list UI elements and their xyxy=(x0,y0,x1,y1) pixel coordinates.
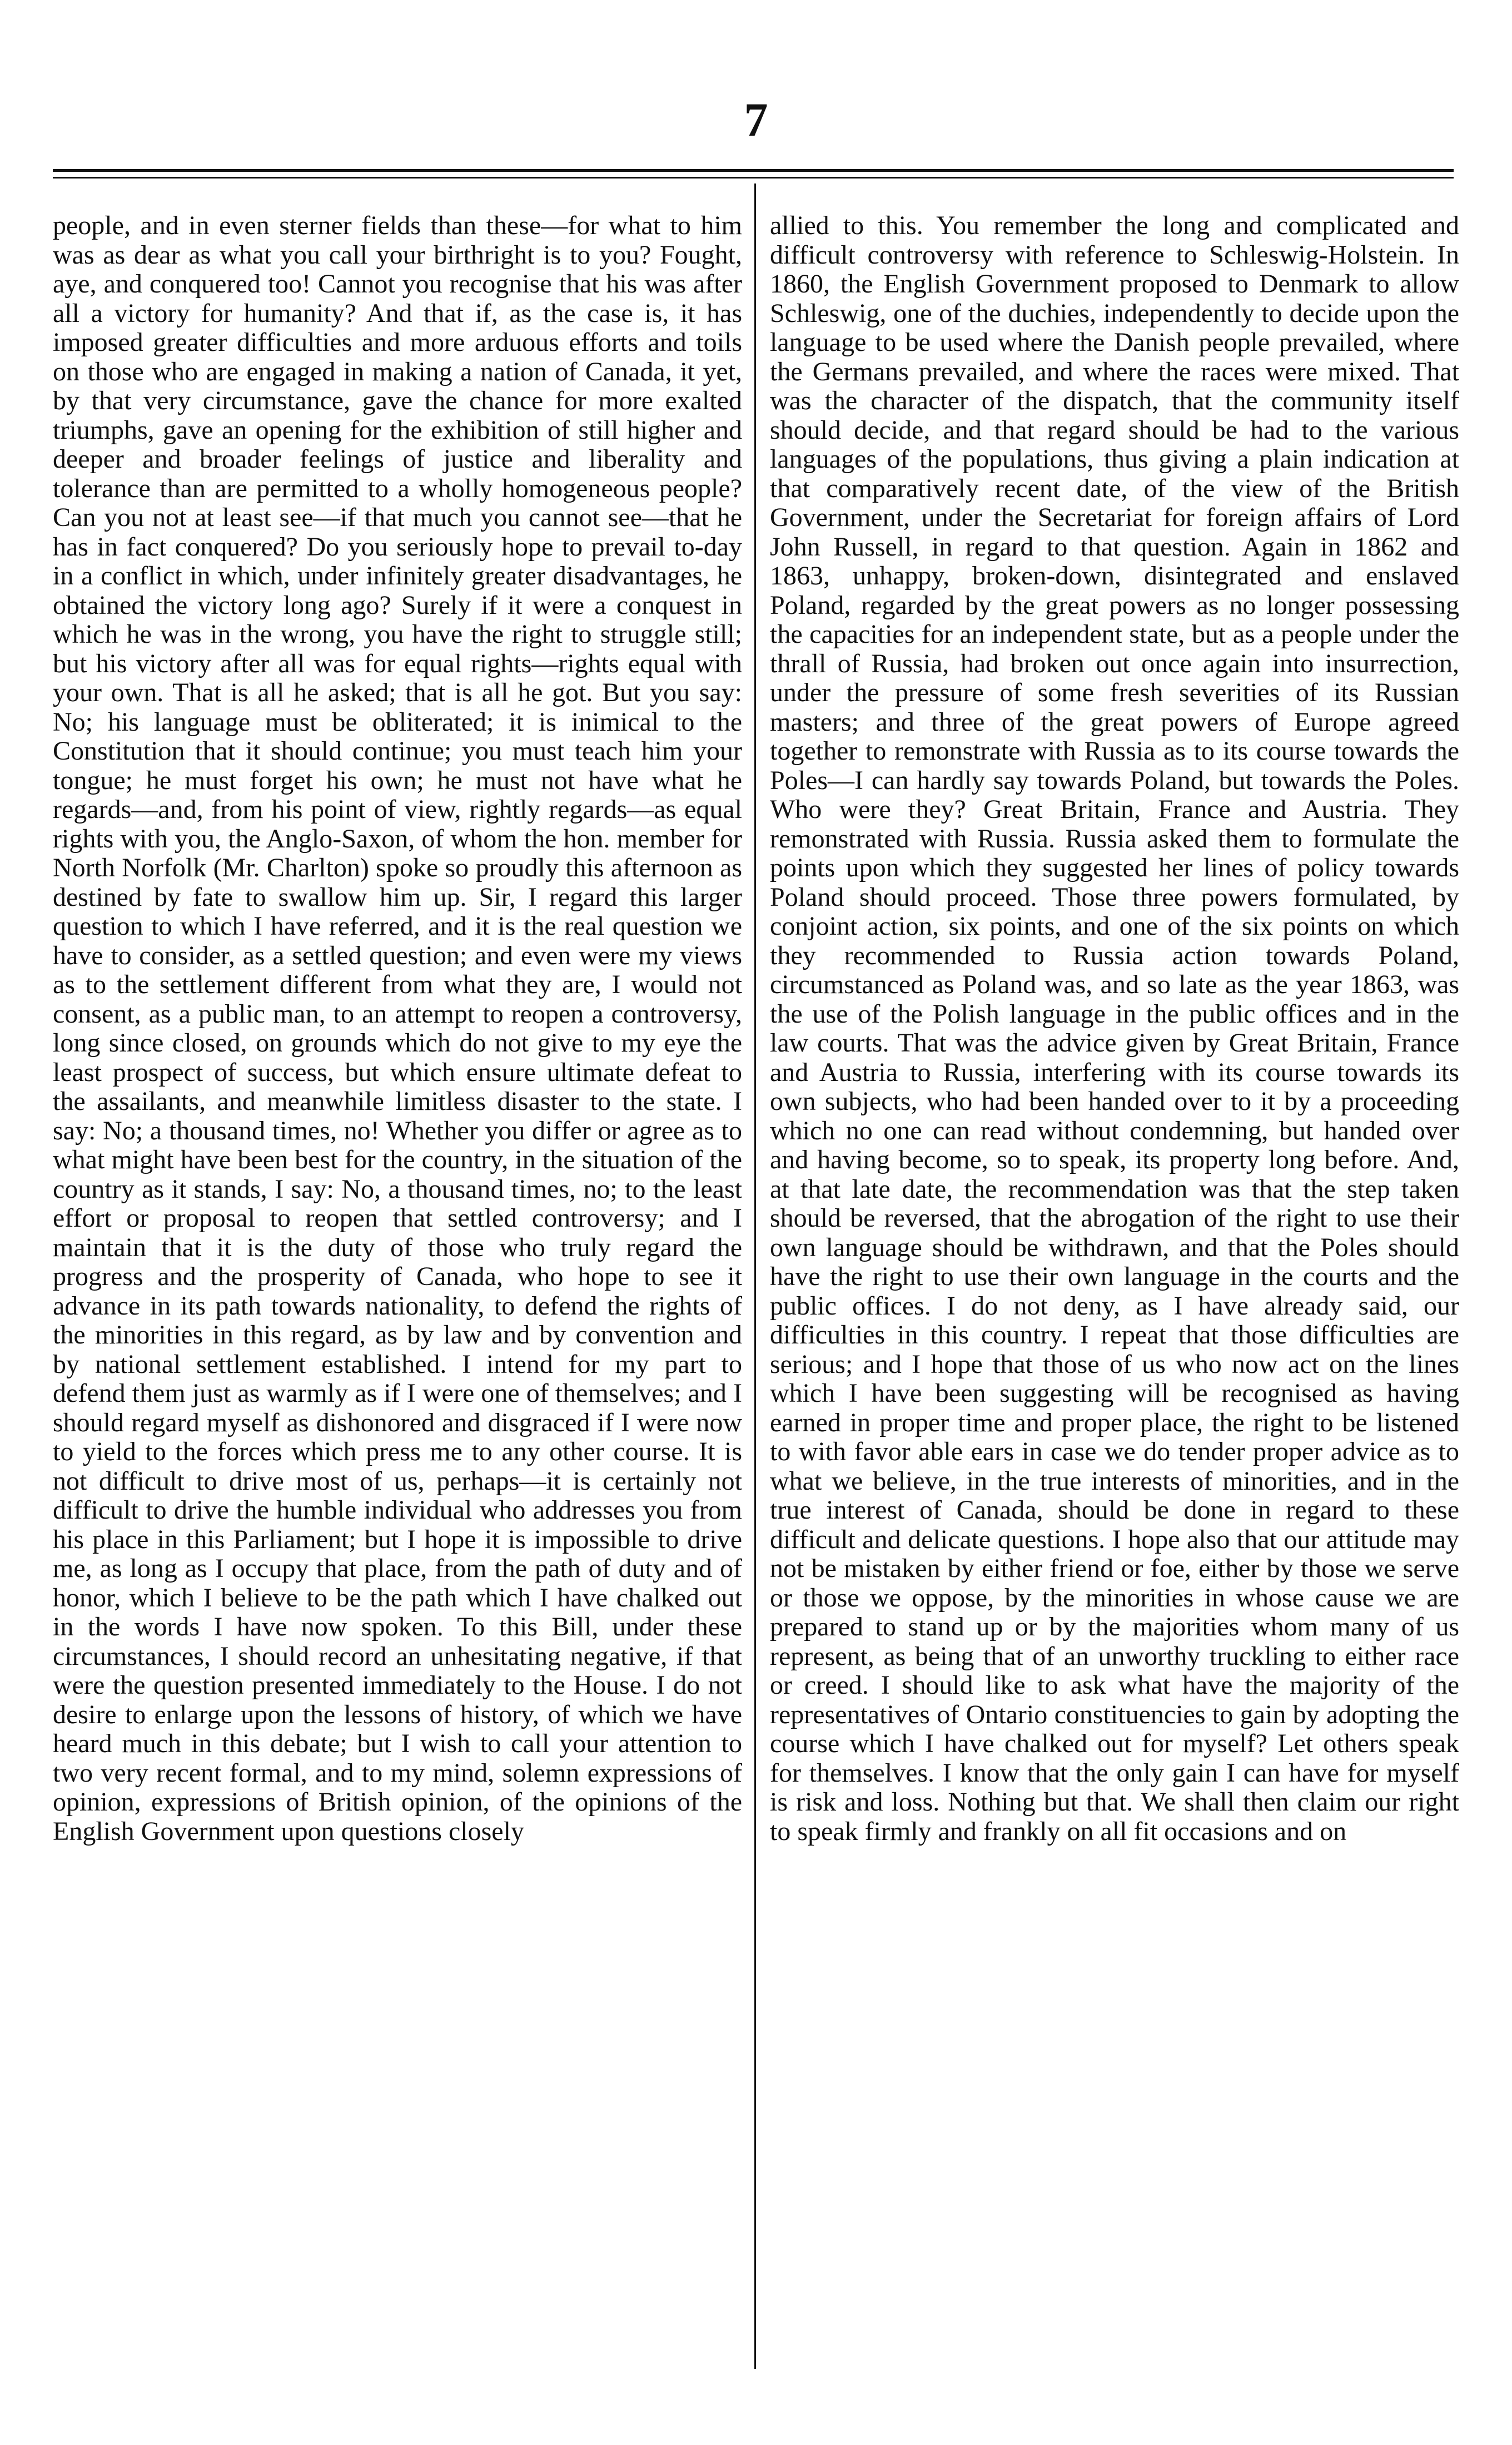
column-left-text: people, and in even sterner fields than these—for what to him was as dear as what you call your birthright is to you? Fought, aye, and conquered too! Cannot you recognise that his was after all a victory for humanity? And that if, as the case is, it has imposed greater difficulties and more arduous efforts and toils on those who are engaged in making a nation of Canada, it yet, by that very circumstance, gave the chance for more exalted triumphs, gave an opening for the exhibition of still higher and deeper and broader feelings of justice and liberality and tolerance than are permitted to a wholly homogeneous people? Can you not at least see—if that much you cannot see—that he has in fact conquered? Do you seriously hope to prevail to-day in a conflict in which, under infinitely greater disadvantages, he obtained the victory long ago? Surely if it were a conquest in which he was in the wrong, you have the right to struggle still; but his victory after all was for equal rights—rights equal with your own. That is all he asked; that is all he got. But you say: No; his language must be obliterated; it is inimical to the Constitution that it should continue; you must teach him your tongue; he must forget his own; he must not have what he regards—and, from his point of view, rightly regards—as equal rights with you, the Anglo-Saxon, of whom the hon. member for North Norfolk (Mr. Charlton) spoke so proudly this afternoon as destined by fate to swallow him up. Sir, I regard this larger question to which I have referred, and it is the real question we have to consider, as a settled question; and even were my views as to the settlement different from what they are, I would not consent, as a public man, to an attempt to reopen a controversy, long since closed, on grounds which do not give to my eye the least prospect of success, but which ensure ultimate defeat to the assailants, and meanwhile limitless disaster to the state. I say: No; a thousand times, no! Whether you differ or agree as to what might have been best for the country, in the situation of the country as it stands, I say: No, a thousand times, no; to the least effort or proposal to reopen that settled controversy; and I maintain that it is the duty of those who truly regard the progress and the prosperity of Canada, who hope to see it advance in its path towards nationality, to defend the rights of the minorities in this regard, as by law and by convention and by national settlement established. I intend for my part to defend them just as warmly as if I were one of themselves; and I should regard myself as dishonored and disgraced if I were now to yield to the forces which press me to any other course. It is not difficult to drive most of us, perhaps—it is certainly not difficult to drive the humble individual who addresses you from his place in this Parliament; but I hope it is impossible to drive me, as long as I occupy that place, from the path of duty and of honor, which I believe to be the path which I have chalked out in the words I have now spoken. To this Bill, under these circumstances, I should record an unhesitating negative, if that were the question presented immediately to the House. I do not desire to enlarge upon the lessons of history, of which we have heard much in this debate; but I wish to call your attention to two very recent formal, and to my mind, solemn expressions of opinion, expressions of British opinion, of the opinions of the English Government upon questions closely xyxy=(53,211,742,1846)
column-right-text: allied to this. You remember the long and complicated and difficult controversy with reference to Schleswig-Holstein. In 1860, the English Government proposed to Denmark to allow Schleswig, one of the duchies, independently to decide upon the language to be used where the Danish people prevailed, where the Germans prevailed, and where the races were mixed. That was the character of the dispatch, that the community itself should decide, and that regard should be had to the various languages of the populations, thus giving a plain indication at that comparatively recent date, of the view of the British Government, under the Secretariat for foreign affairs of Lord John Russell, in regard to that question. Again in 1862 and 1863, unhappy, broken-down, disintegrated and enslaved Poland, regarded by the great powers as no longer possessing the capacities for an independent state, but as a people under the thrall of Russia, had broken out once again into insurrection, under the pressure of some fresh severities of its Russian masters; and three of the great powers of Europe agreed together to remonstrate with Russia as to its course towards the Poles—I can hardly say towards Poland, but towards the Poles. Who were they? Great Britain, France and Austria. They remonstrated with Russia. Russia asked them to formulate the points upon which they suggested her lines of policy towards Poland should proceed. Those three powers formulated, by conjoint action, six points, and one of the six points on which they recommended to Russia action towards Poland, circumstanced as Poland was, and so late as the year 1863, was the use of the Polish language in the public offices and in the law courts. That was the advice given by Great Britain, France and Austria to Russia, interfering with its course towards its own subjects, who had been handed over to it by a proceeding which no one can read without condemning, but handed over and having become, so to speak, its property long before. And, at that late date, the recommendation was that the step taken should be reversed, that the abrogation of the right to use their own language should be withdrawn, and that the Poles should have the right to use their own language in the courts and the public offices. I do not deny, as I have already said, our difficulties in this country. I repeat that those difficulties are serious; and I hope that those of us who now act on the lines which I have been suggesting will be recognised as having earned in proper time and proper place, the right to be listened to with favor able ears in case we do tender proper advice as to what we believe, in the true interests of minorities, and in the true interest of Canada, should be done in regard to these difficult and delicate questions. I hope also that our attitude may not be mistaken by either friend or foe, either by those we serve or those we oppose, by the minorities in whose cause we are prepared to stand up or by the majorities whom many of us represent, as being that of an unworthy truckling to either race or creed. I should like to ask what have the majority of the representatives of Ontario constituencies to gain by adopting the course which I have chalked out for myself? Let others speak for themselves. I know that the only gain I can have for myself is risk and loss. Nothing but that. We shall then claim our right to speak firmly and frankly on all fit occasions and on xyxy=(770,211,1459,1846)
header-rule-thick xyxy=(53,169,1454,172)
text-column-right xyxy=(770,211,1459,2369)
text-column-left xyxy=(53,211,742,2369)
page-number: 7 xyxy=(744,93,768,146)
header-rule-thin xyxy=(53,177,1454,178)
column-divider xyxy=(754,184,756,2369)
